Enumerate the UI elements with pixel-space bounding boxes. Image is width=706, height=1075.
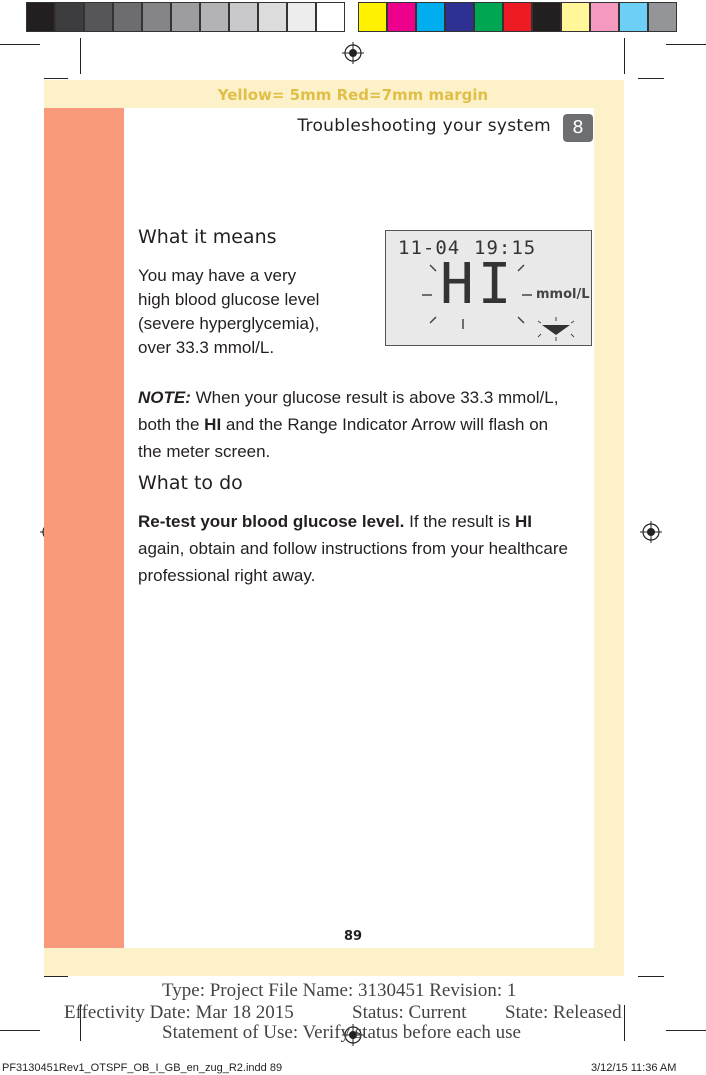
note-text: When your glucose result is above 33.3 mmol/L, [190, 388, 559, 407]
registration-mark-icon [342, 42, 364, 64]
margin-note: Yellow= 5mm Red=7mm margin [217, 86, 489, 104]
color-swatch [648, 2, 677, 32]
color-swatch [200, 2, 229, 32]
crop-mark [44, 78, 68, 79]
crop-mark [80, 38, 81, 74]
text-line: again, obtain and follow instructions from your healthcare [138, 539, 568, 558]
slug-filename: PF3130451Rev1_OTSPF_OB_I_GB_en_zug_R2.indd 89 [2, 1062, 283, 1074]
text-line [138, 510, 568, 534]
color-swatch [229, 2, 258, 32]
meter-time: 19:15 [474, 237, 537, 259]
hi-text: HI [514, 512, 532, 531]
chapter-badge: 8 [563, 114, 593, 142]
color-swatch [358, 2, 387, 32]
color-swatch [171, 2, 200, 32]
color-swatch [416, 2, 445, 32]
retest-instruction: Re-test your blood glucose level. [138, 512, 405, 531]
note-text: and the Range Indicator Arrow will flash on [221, 415, 549, 434]
text-line: high blood glucose level [138, 290, 320, 309]
text-line: professional right away. [138, 566, 316, 585]
meter-date: 11-04 [398, 237, 461, 259]
color-swatch [474, 2, 503, 32]
text-line: over 33.3 mmol/L. [138, 338, 275, 357]
page-number: 89 [343, 929, 363, 944]
color-swatch [316, 2, 345, 32]
page-title: Troubleshooting your system [297, 116, 551, 136]
color-swatch [26, 2, 55, 32]
color-swatch [503, 2, 532, 32]
what-it-means-heading: What it means [138, 226, 277, 248]
text-line: (severe hyperglycemia), [138, 314, 320, 333]
footer-line-3: Statement of Use: Verify status before each use [162, 1022, 521, 1043]
color-swatch [55, 2, 84, 32]
crop-mark [624, 1005, 625, 1041]
crop-mark [666, 1030, 706, 1031]
color-swatch [84, 2, 113, 32]
color-swatch [619, 2, 648, 32]
crop-mark [638, 78, 664, 79]
what-to-do-heading: What to do [138, 472, 243, 494]
color-swatch [258, 2, 287, 32]
color-swatch [113, 2, 142, 32]
crop-mark [0, 44, 40, 45]
footer-line-2b: Status: Current [352, 1002, 467, 1023]
color-swatch [445, 2, 474, 32]
color-swatch [590, 2, 619, 32]
range-indicator-arrow-icon [536, 317, 576, 341]
crop-mark [638, 976, 664, 977]
registration-mark-icon [640, 521, 662, 543]
crop-mark [666, 44, 706, 45]
crop-mark [44, 976, 68, 977]
footer-line-2c: State: Released [505, 1002, 622, 1023]
footer-line-1: Type: Project File Name: 3130451 Revision: 1 [162, 980, 517, 1001]
footer-line-2a: Effectivity Date: Mar 18 2015 [64, 1002, 294, 1023]
crop-mark [624, 38, 625, 74]
meter-display [385, 230, 592, 346]
color-swatch [532, 2, 561, 32]
crop-mark [0, 1030, 40, 1031]
color-swatch [287, 2, 316, 32]
text-line: You may have a very [138, 266, 297, 285]
note-paragraph [138, 386, 558, 464]
color-swatch [561, 2, 590, 32]
what-to-do-text [138, 510, 568, 588]
flash-rays-icon [422, 261, 532, 331]
slug-date: 3/12/15 11:36 AM [591, 1062, 677, 1074]
note-text: both the [138, 415, 205, 434]
red-margin [44, 108, 124, 948]
meter-unit: mmol/L [536, 287, 590, 302]
meter-reading: HI [440, 252, 516, 317]
what-it-means-text [138, 264, 319, 360]
note-hi: HI [204, 415, 222, 434]
color-swatch [142, 2, 171, 32]
note-line: the meter screen. [138, 442, 271, 461]
text-span: If the result is [404, 512, 515, 531]
note-line [138, 413, 558, 437]
note-line [138, 386, 558, 410]
color-swatch [387, 2, 416, 32]
note-label: NOTE: [138, 388, 191, 407]
